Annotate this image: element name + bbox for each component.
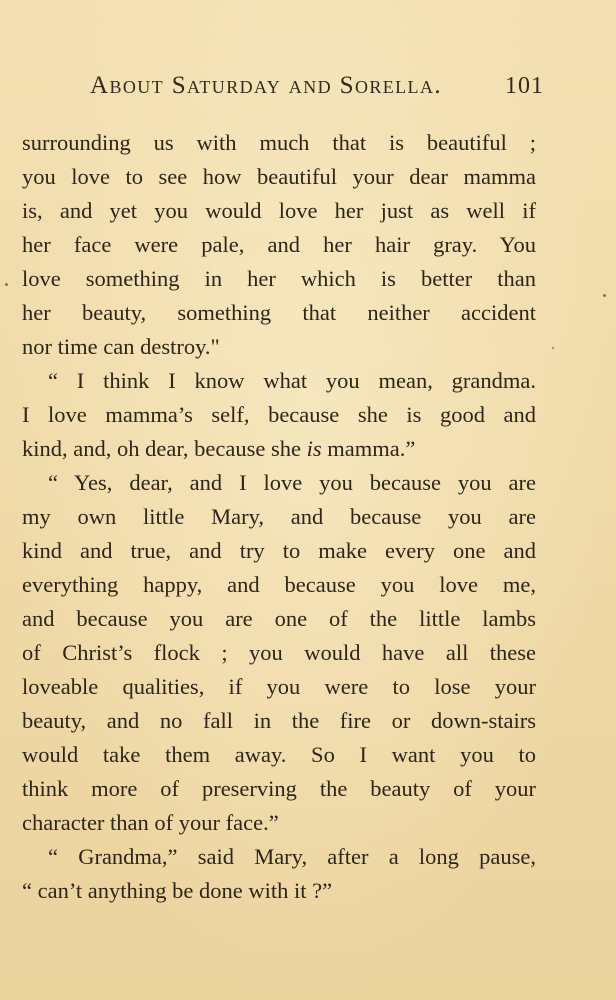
paper-speck — [552, 347, 554, 349]
text-line: “ I think I know what you mean, grandma. — [48, 368, 536, 393]
text-line: beauty, and no fall in the fire or down-stairs — [22, 708, 536, 733]
text-line: her beauty, something that neither accident — [22, 300, 536, 325]
page-number: 101 — [505, 73, 544, 99]
text-line: “ Yes, dear, and I love you because you are — [48, 470, 536, 495]
text-line: “ can’t anything be done with it ?” — [22, 878, 333, 903]
running-head — [90, 72, 544, 112]
text-line: you love to see how beautiful your dear mamma — [22, 164, 536, 189]
text-line: my own little Mary, and because you are — [22, 504, 536, 529]
text-line: and because you are one of the little lambs — [22, 606, 536, 631]
body-text — [22, 126, 536, 908]
paper-speck — [603, 294, 606, 297]
text-line: think more of preserving the beauty of your — [22, 776, 536, 801]
text-segment: mamma.” — [321, 436, 416, 461]
text-line: everything happy, and because you love me, — [22, 572, 536, 597]
text-line: love something in her which is better than — [22, 266, 536, 291]
text-line: her face were pale, and her hair gray. You — [22, 232, 536, 257]
text-line: nor time can destroy." — [22, 334, 220, 359]
paper-speck — [5, 283, 8, 286]
text-line: is, and yet you would love her just as well if — [22, 198, 536, 223]
text-line: kind and true, and try to make every one and — [22, 538, 536, 563]
text-line: would take them away. So I want you to — [22, 742, 536, 767]
text-segment: kind, and, oh dear, because she — [22, 436, 307, 461]
text-line: surrounding us with much that is beautiful ; — [22, 130, 536, 155]
emphasis-text: is — [306, 436, 322, 461]
running-head-title: About Saturday and Sorella. — [90, 72, 442, 99]
text-line: of Christ’s flock ; you would have all these — [22, 640, 536, 665]
text-line: loveable qualities, if you were to lose your — [22, 674, 536, 699]
text-line: I love mamma’s self, because she is good and — [22, 402, 536, 427]
text-line: “ Grandma,” said Mary, after a long pause, — [48, 844, 536, 869]
text-line: character than of your face.” — [22, 810, 279, 835]
text-line — [22, 432, 536, 466]
